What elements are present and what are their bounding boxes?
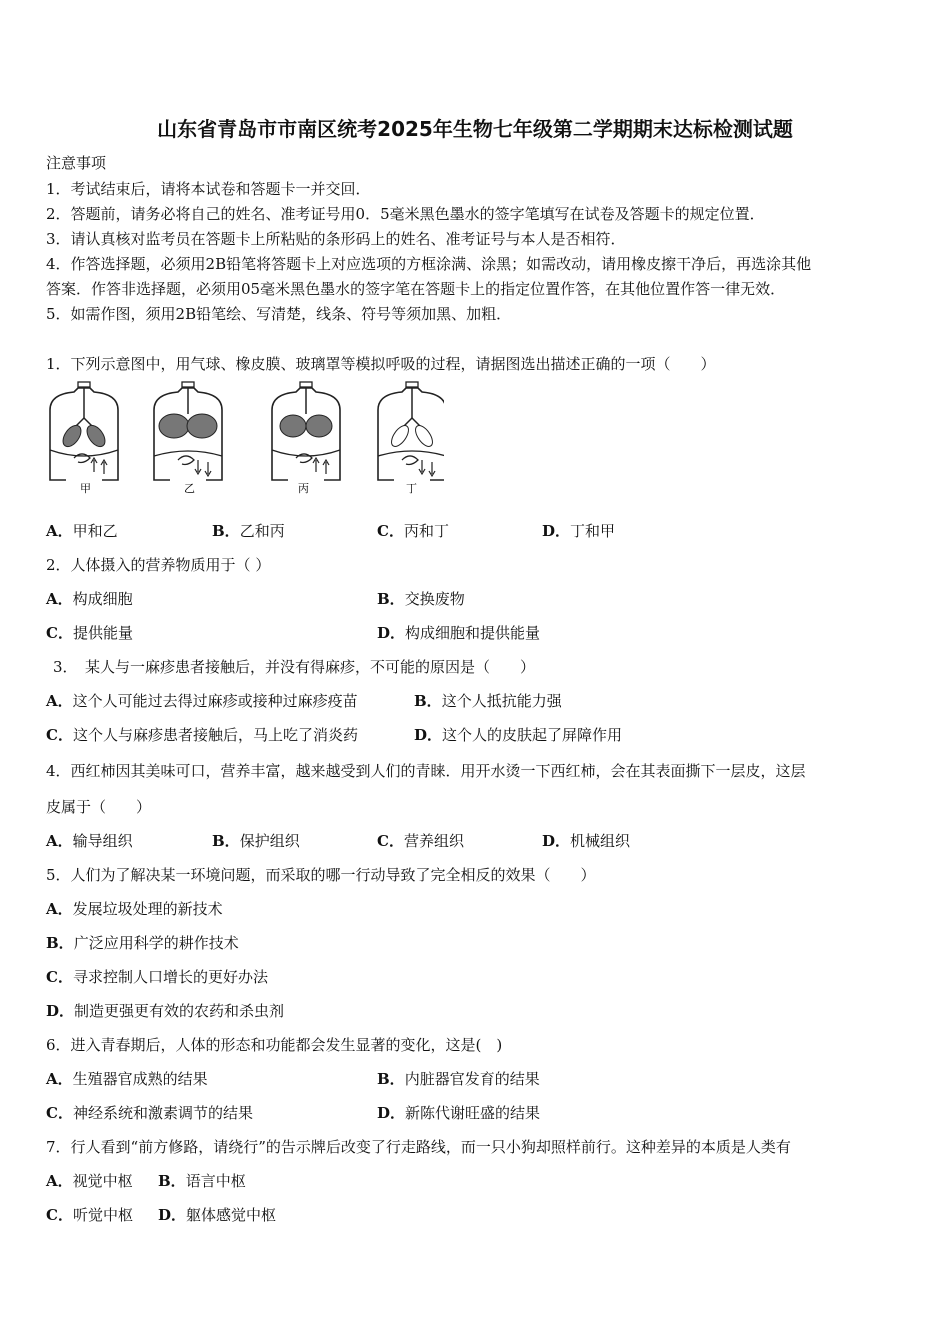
figure-label: 丙 (298, 482, 309, 495)
notice-item: 2．答题前，请务必将自己的姓名、准考证号用0．5毫米黑色墨水的签字笔填写在试卷及答题卡的规定位置． (46, 205, 765, 223)
option-b[interactable]: B．广泛应用科学的耕作技术 (46, 934, 239, 952)
bell-jar-model (154, 382, 222, 480)
figure-label: 乙 (184, 482, 195, 495)
question-stem: 7．行人看到“前方修路，请绕行”的告示牌后改变了行走路线，而一只小狗却照样前行。这种差异的本质是人类有 (46, 1138, 791, 1156)
option-d[interactable]: D．丁和甲 (542, 522, 616, 540)
question-stem: 4．西红柿因其美味可口，营养丰富，越来越受到人们的青睐．用开水烫一下西红柿，会在其表面撕下一层皮，这层 (46, 762, 806, 780)
notice-item: 3．请认真核对监考员在答题卡上所粘贴的条形码上的姓名、准考证号与本人是否相符． (46, 230, 626, 248)
option-c[interactable]: C．营养组织 (377, 832, 464, 850)
option-b[interactable]: B．内脏器官发育的结果 (377, 1070, 540, 1088)
question-stem: 3． 某人与一麻疹患者接触后，并没有得麻疹，不可能的原因是（ ） (53, 658, 536, 676)
option-a[interactable]: A．这个人可能过去得过麻疹或接种过麻疹疫苗 (46, 692, 358, 710)
option-c[interactable]: C．寻求控制人口增长的更好办法 (46, 968, 268, 986)
option-d[interactable]: D．这个人的皮肤起了屏障作用 (414, 726, 623, 744)
question-stem: 6．进入青春期后，人体的形态和功能都会发生显著的变化，这是( ) (46, 1036, 503, 1054)
notice-item: 4．作答选择题，必须用2B铅笔将答题卡上对应选项的方框涂满、涂黑；如需改动，请用橡皮擦干净后，再选涂其他 (46, 255, 812, 273)
breathing-model-figure (44, 380, 444, 495)
notice-item: 答案．作答非选择题，必须用05毫米黑色墨水的签字笔在答题卡上的指定位置作答，在其他位置作答一律无效． (46, 280, 786, 298)
notice-heading: 注意事项 (46, 154, 107, 172)
question-stem: 1．下列示意图中，用气球、橡皮膜、玻璃罩等模拟呼吸的过程，请据图选出描述正确的一项（ ） (46, 355, 716, 373)
figure-label: 丁 (406, 482, 417, 495)
option-a[interactable]: A．构成细胞 (46, 590, 133, 608)
notice-item: 1．考试结束后，请将本试卷和答题卡一并交回． (46, 180, 371, 198)
question-stem: 2．人体摄入的营养物质用于（ ） (46, 556, 271, 574)
option-c[interactable]: C．提供能量 (46, 624, 133, 642)
option-b[interactable]: B．语言中枢 (158, 1172, 246, 1190)
option-a[interactable]: A．输导组织 (46, 832, 133, 850)
option-d[interactable]: D．构成细胞和提供能量 (377, 624, 541, 642)
option-c[interactable]: C．这个人与麻疹患者接触后，马上吃了消炎药 (46, 726, 358, 744)
option-d[interactable]: D．新陈代谢旺盛的结果 (377, 1104, 541, 1122)
question-stem-continued: 皮属于（ ） (46, 798, 152, 816)
figure-label: 甲 (80, 482, 91, 495)
bell-jar-model (378, 382, 444, 480)
bell-jar-model (50, 382, 118, 480)
option-c[interactable]: C．丙和丁 (377, 522, 449, 540)
option-d[interactable]: D．制造更强更有效的农药和杀虫剂 (46, 1002, 285, 1020)
option-a[interactable]: A．发展垃圾处理的新技术 (46, 900, 223, 918)
option-c[interactable]: C．听觉中枢 (46, 1206, 133, 1224)
option-b[interactable]: B．保护组织 (212, 832, 300, 850)
option-b[interactable]: B．交换废物 (377, 590, 465, 608)
option-d[interactable]: D．机械组织 (542, 832, 631, 850)
notice-item: 5．如需作图，须用2B铅笔绘、写清楚，线条、符号等须加黑、加粗． (46, 305, 512, 323)
option-b[interactable]: B．乙和丙 (212, 522, 285, 540)
page-title: 山东省青岛市市南区统考2025年生物七年级第二学期期末达标检测试题 (157, 117, 793, 141)
option-b[interactable]: B．这个人抵抗能力强 (414, 692, 562, 710)
option-a[interactable]: A．视觉中枢 (46, 1172, 133, 1190)
option-c[interactable]: C．神经系统和激素调节的结果 (46, 1104, 253, 1122)
option-d[interactable]: D．躯体感觉中枢 (158, 1206, 277, 1224)
option-a[interactable]: A．生殖器官成熟的结果 (46, 1070, 208, 1088)
option-a[interactable]: A．甲和乙 (46, 522, 118, 540)
bell-jar-model (272, 382, 340, 480)
question-stem: 5．人们为了解决某一环境问题，而采取的哪一行动导致了完全相反的效果（ ） (46, 866, 596, 884)
